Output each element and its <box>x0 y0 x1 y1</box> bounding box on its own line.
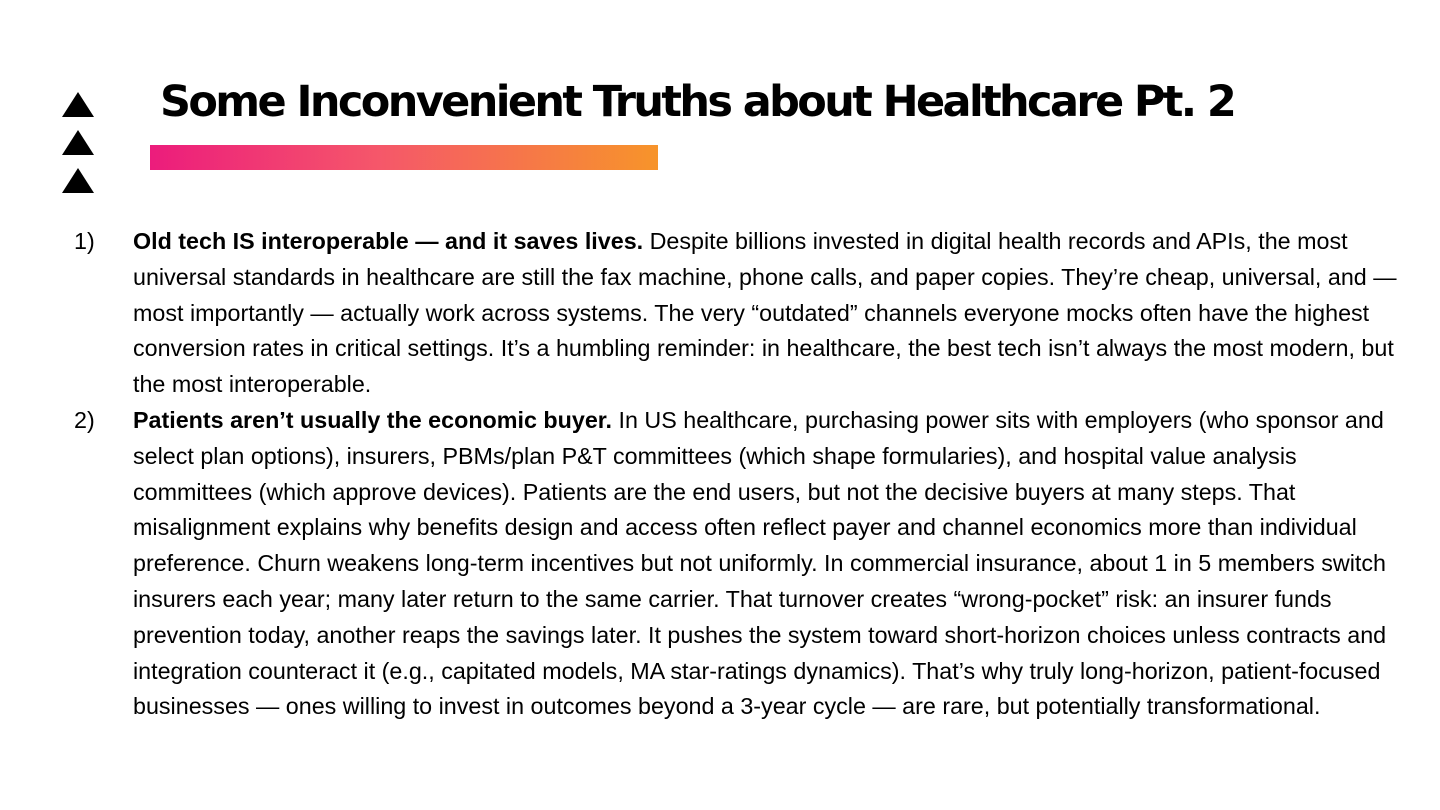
list-item-lead: Patients aren’t usually the economic buyer. <box>133 406 613 433</box>
list-item-text <box>133 224 1405 403</box>
list-item-text <box>133 403 1405 725</box>
triangle-icon <box>62 130 94 155</box>
list-item-lead: Old tech IS interoperable — and it saves lives. <box>133 228 644 254</box>
list-item-body: In US healthcare, purchasing power sits with employers (who sponsor and select plan options), insurers, PBMs/plan P&T committees (which shape formularies), and hospital value analysis committees (which approve devices). Patients are the end users, but not the decisive buyers at many steps. That misalignment explains why benefits design and access often reflect payer and channel economics more than individual preference. Churn weakens long-term incentives but not uniformly. In commercial insurance, about 1 in 5 members switch insurers each year; many later return to the same carrier. That turnover creates “wrong-pocket” risk: an insurer funds prevention today, another reaps the savings later. It pushes the system toward short-horizon choices unless contracts and integration counteract it (e.g., capitated models, MA star-ratings dynamics). That’s why truly long-horizon, patient-focused businesses — ones willing to invest in outcomes beyond a 3-year cycle — are rare, but potentially transformational. <box>133 406 1387 720</box>
list-item <box>60 403 1405 725</box>
list-item-number: 1) <box>74 228 95 254</box>
title-underline-gradient-bar <box>150 145 658 170</box>
triangle-icon <box>62 168 94 193</box>
list-item <box>60 224 1405 403</box>
triangle-decoration <box>62 92 96 206</box>
truths-list <box>60 224 1405 725</box>
triangle-icon <box>62 92 94 117</box>
list-item-body: Despite billions invested in digital health records and APIs, the most universal standards in healthcare are still the fax machine, phone calls, and paper copies. They’re cheap, universal, and — most importantly — actually work across systems. The very “outdated” channels everyone mocks often have the highest conversion rates in critical settings. It’s a humbling reminder: in healthcare, the best tech isn’t always the most modern, but the most interoperable. <box>133 228 1397 398</box>
list-item-number: 2) <box>74 406 95 433</box>
slide-title: Some Inconvenient Truths about Healthcare Pt. 2 <box>160 77 1235 127</box>
